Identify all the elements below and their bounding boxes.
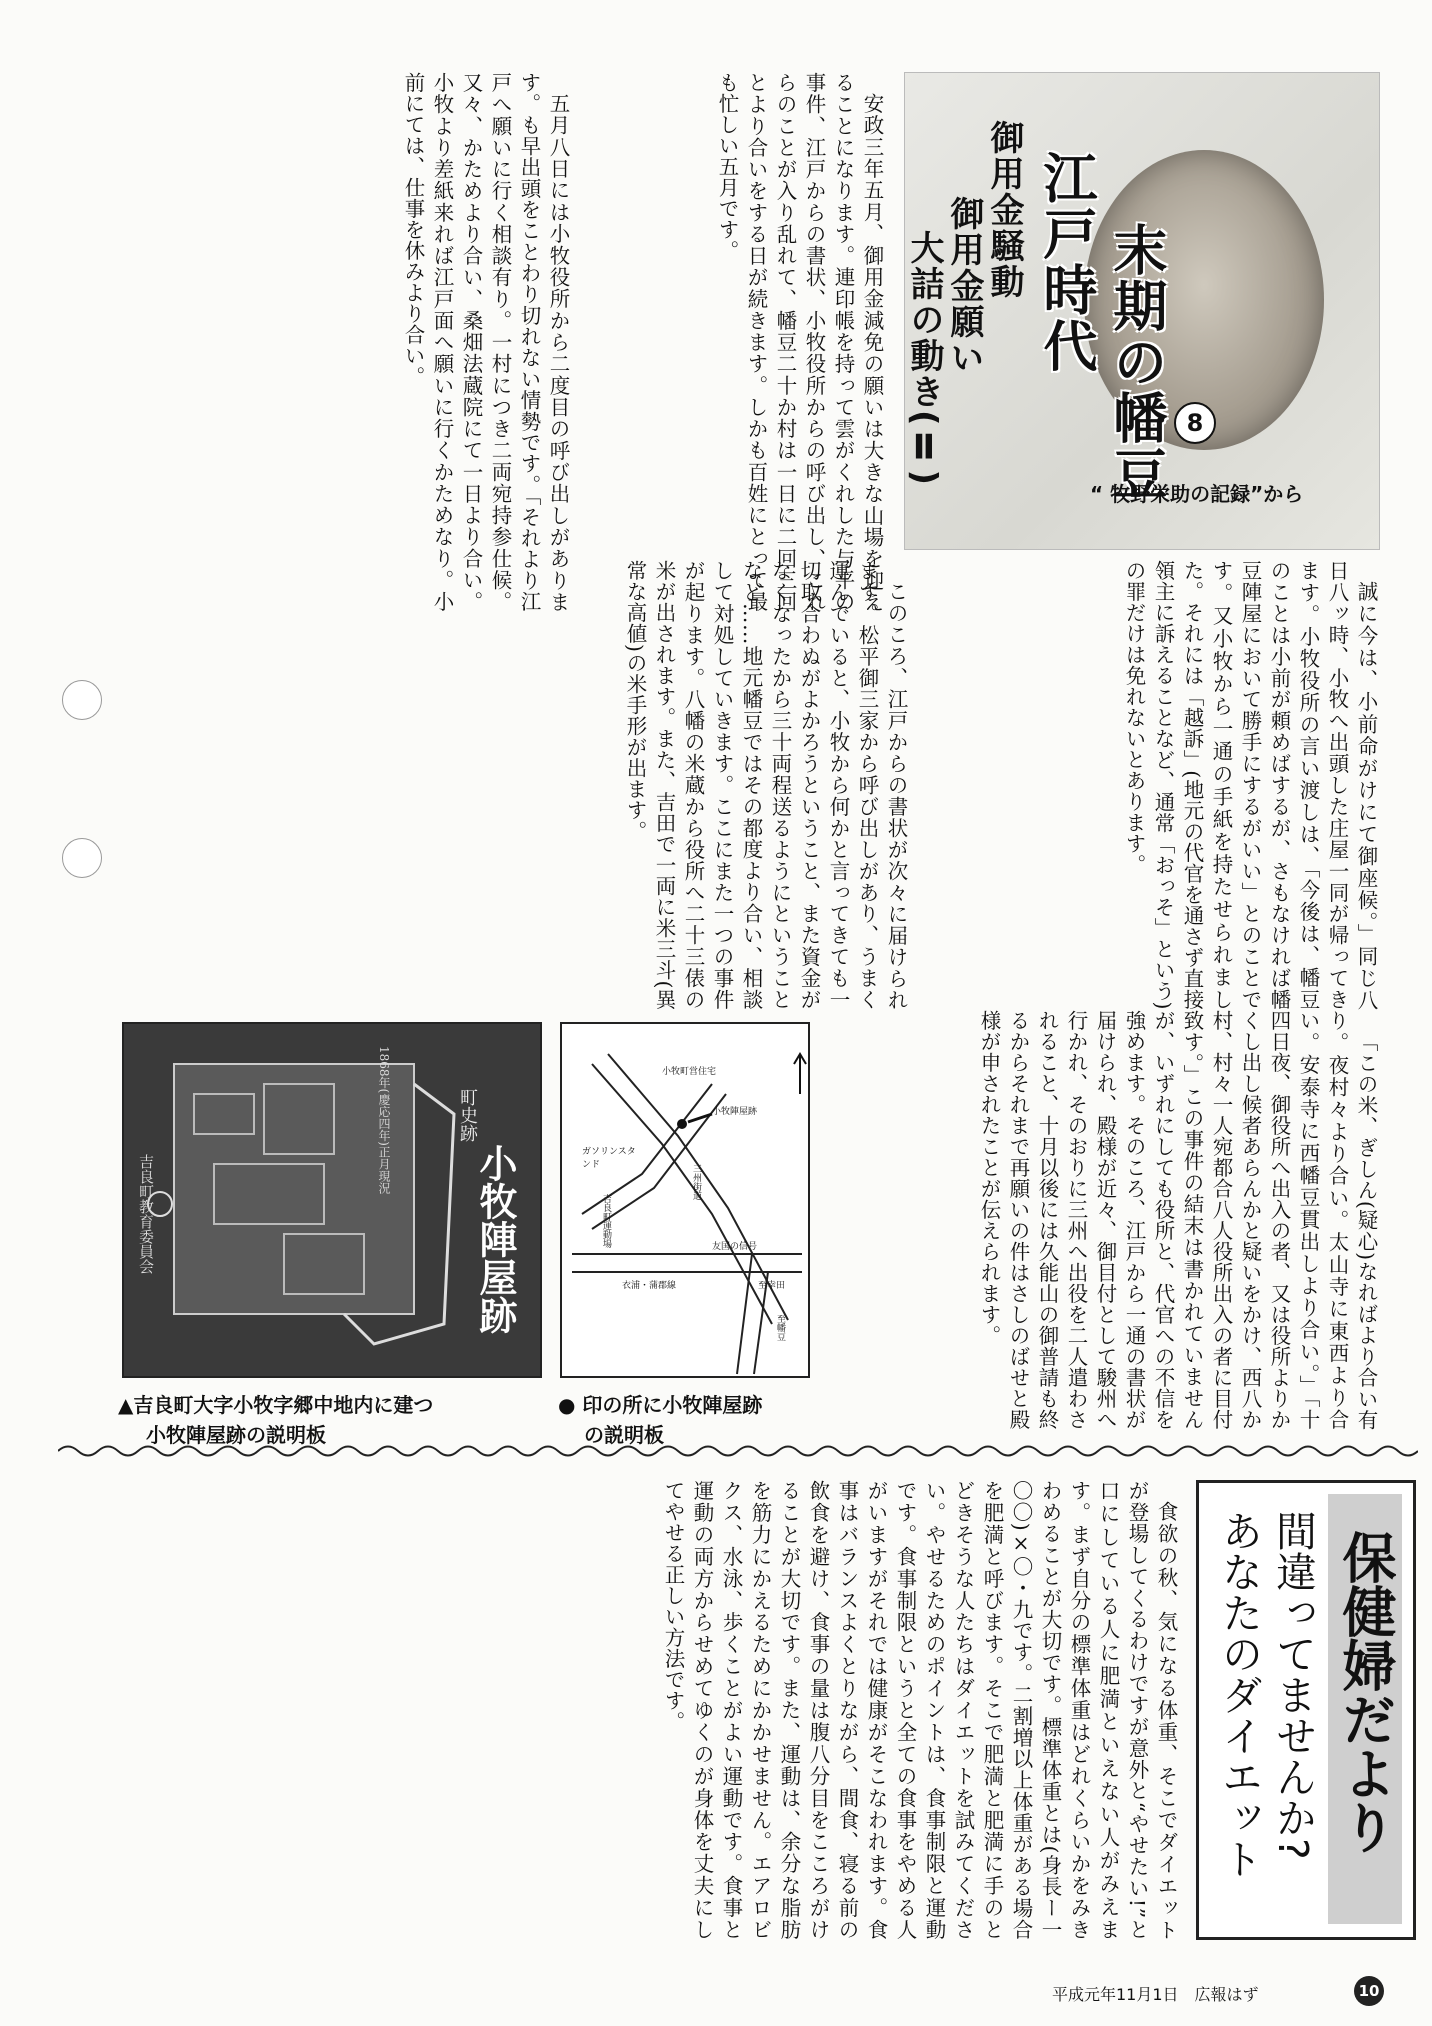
- map-label-ground: 吉良町運動場: [601, 1194, 611, 1248]
- sign-caption-line2: 小牧陣屋跡の説明板: [146, 1423, 326, 1447]
- punch-hole: [62, 680, 102, 720]
- page-number: 10: [1354, 1976, 1384, 2006]
- series-title-line1: 江戸時代: [1035, 150, 1098, 374]
- sign-board-title: 1868年(慶応四年)正月現況: [377, 1046, 391, 1194]
- map-caption-line1: ● 印の所に小牧陣屋跡: [558, 1393, 763, 1417]
- health-subtitle-line1: 間違ってませんか?: [1269, 1510, 1317, 1860]
- map-label-kaido: 三州街道: [691, 1164, 701, 1200]
- map-label-hazu: 至幡豆: [775, 1314, 785, 1341]
- health-body: 食欲の秋、気になる体重、そこでダイエットが登場してくるわけですが意外と“やせたい!”と口にしている人に肥満といえない人がみえます。まず自分の標準体重はどれくらいかをみきわめることが大切です。標準体重とは(身長ー一〇〇)×〇・九です。二割増以上体重がある場合を肥満と呼びます。そこで肥満と肥満に手のとどきそうな人たちはダイエットを試みてください。やせるためのポイントは、食事制限と運動です。食事制限というと全ての食事をやめる人がいますがそれでは健康がそこなわれます。食事はバランスよくとりながら、間食、寝る前の飲食を避け、食事の量は腹八分目をこころがけることが大切です。また、運動は、余分な脂肪を筋力にかえるためにかかせません。エアロビクス、水泳、歩くことがよい運動です。食事と運動の両方からせめてゆくのが身体を丈夫にしてやせる正しい方法です。: [661, 1480, 1178, 1940]
- header-sub-line1: 御用金騒動: [984, 120, 1024, 300]
- health-subtitle: [1212, 1510, 1320, 1879]
- sign-board-issuer: 吉良町教育委員会: [137, 1154, 155, 1274]
- series-number-badge: 8: [1174, 402, 1216, 444]
- section-divider: [58, 1442, 1418, 1460]
- sign-board-photo: [122, 1022, 542, 1378]
- article-column-4: このころ、江戸からの書状が次々に届けられます。松平御三家から呼び出しがあり、うまく運んでいると、小牧から何かと言ってきても一切取合わぬがよかろうということ、また資金がなくなったから三十両程送るようにということなど……地元幡豆ではその都度より合い、相談して対処していきます。ここにまた一つの事件が起ります。八幡の米蔵から役所へ二十三俵の米が出されます。また、吉田で一両に米三斗(異常な高値)の米手形が出ます。: [623, 560, 908, 1010]
- article-column-3: 誠に今は、小前命がけにて御座候。」同じ八日八ッ時、小牧へ出頭した庄屋一同が帰ってきます。小牧役所の言い渡しは、「今後は、幡豆のことは小前が頼めばするが、さもなければ幡豆陣屋において勝手にするがいい」とのことです。又小牧から一通の手紙を持たせられました。それには「越訴」(地元の代官を通さず直接領主に訴えることなど、通常「おっそ」という)の罪だけは免れないとあります。: [1122, 560, 1378, 1010]
- location-map: [560, 1022, 810, 1378]
- sign-caption-line1: ▲吉良町大字小牧字郷中地内に建つ: [118, 1393, 434, 1417]
- map-label-kota: 至幸田: [758, 1281, 786, 1291]
- map-label-jinya: 小牧陣屋跡: [712, 1107, 758, 1117]
- sign-main-text: 小牧陣屋跡: [473, 1144, 517, 1334]
- map-caption-line2: の説明板: [584, 1423, 664, 1447]
- map-label-signal: 友国の信号: [712, 1242, 758, 1252]
- header-sub-line3: 大詰の動き(Ⅱ): [904, 230, 944, 488]
- header-source: “ 牧野栄助の記録”から: [1090, 482, 1304, 506]
- punch-hole: [62, 838, 102, 878]
- health-subtitle-line2: あなたのダイエット: [1215, 1510, 1263, 1879]
- map-label-route: 衣浦・蒲郡線: [622, 1281, 677, 1291]
- sign-small-text: 町史跡: [457, 1088, 478, 1142]
- article-column-2: 五月八日には小牧役所から二度目の呼び出しがあります。も早出頭をことわり切れない情勢です。「それより江戸へ願いに行く相談有り。一村につき二両宛持参仕候。又々、かためより合い、桑畑法蔵院にて一日より合い。小牧より差紙来れば江戸面へ願いに行くかためなり。小前にては、仕事を休みより合い。: [401, 72, 570, 612]
- map-label-housing: 小牧町営住宅: [662, 1067, 717, 1077]
- footer-text: 平成元年11月1日 広報はず: [1052, 1985, 1259, 2004]
- article-column-1: 安政三年五月、御用金減免の願いは大きな山場を迎えることになります。連印帳を持って雲がくれした与平の事件、江戸からの書状、小牧役所からの呼び出し、これらのことが入り乱れて、幡豆二十か村は一日に二回三回とより合いをする日が続きます。しかも百姓にとって最も忙しい五月です。: [715, 72, 884, 612]
- health-title: 保健婦だより: [1334, 1530, 1397, 1854]
- header-sub-line2: 御用金願い: [944, 196, 984, 376]
- map-label-gas-station: ガソリンスタンド: [582, 1147, 636, 1170]
- series-title-line2: 末期の幡豆: [1105, 222, 1168, 502]
- article-column-5: 「この米、ぎしん(疑心)なればより合い有り。夜村々より合い。太山寺に東西より合い。安泰寺に西幡豆貫出しより合い。」「十四日夜、御役所へ出入の者、又は役所よりかくし出し候者あらんかと疑いをかけ、西八か村、村々一人宛都合八人役所出入の者に目付致す。」この事件の結末は書かれていませんが、いずれにしても役所と、代官への不信を強めます。そのころ、江戸から一通の書状が届けられ、殿様が近々、御目付として駿州へ行かれ、そのおりに三州へ出役を二人遣わされること、十月以後には久能山の御普請も終るからそれまで再願いの件はさしのばせと殿様が申されたことが伝えられます。: [977, 1010, 1378, 1430]
